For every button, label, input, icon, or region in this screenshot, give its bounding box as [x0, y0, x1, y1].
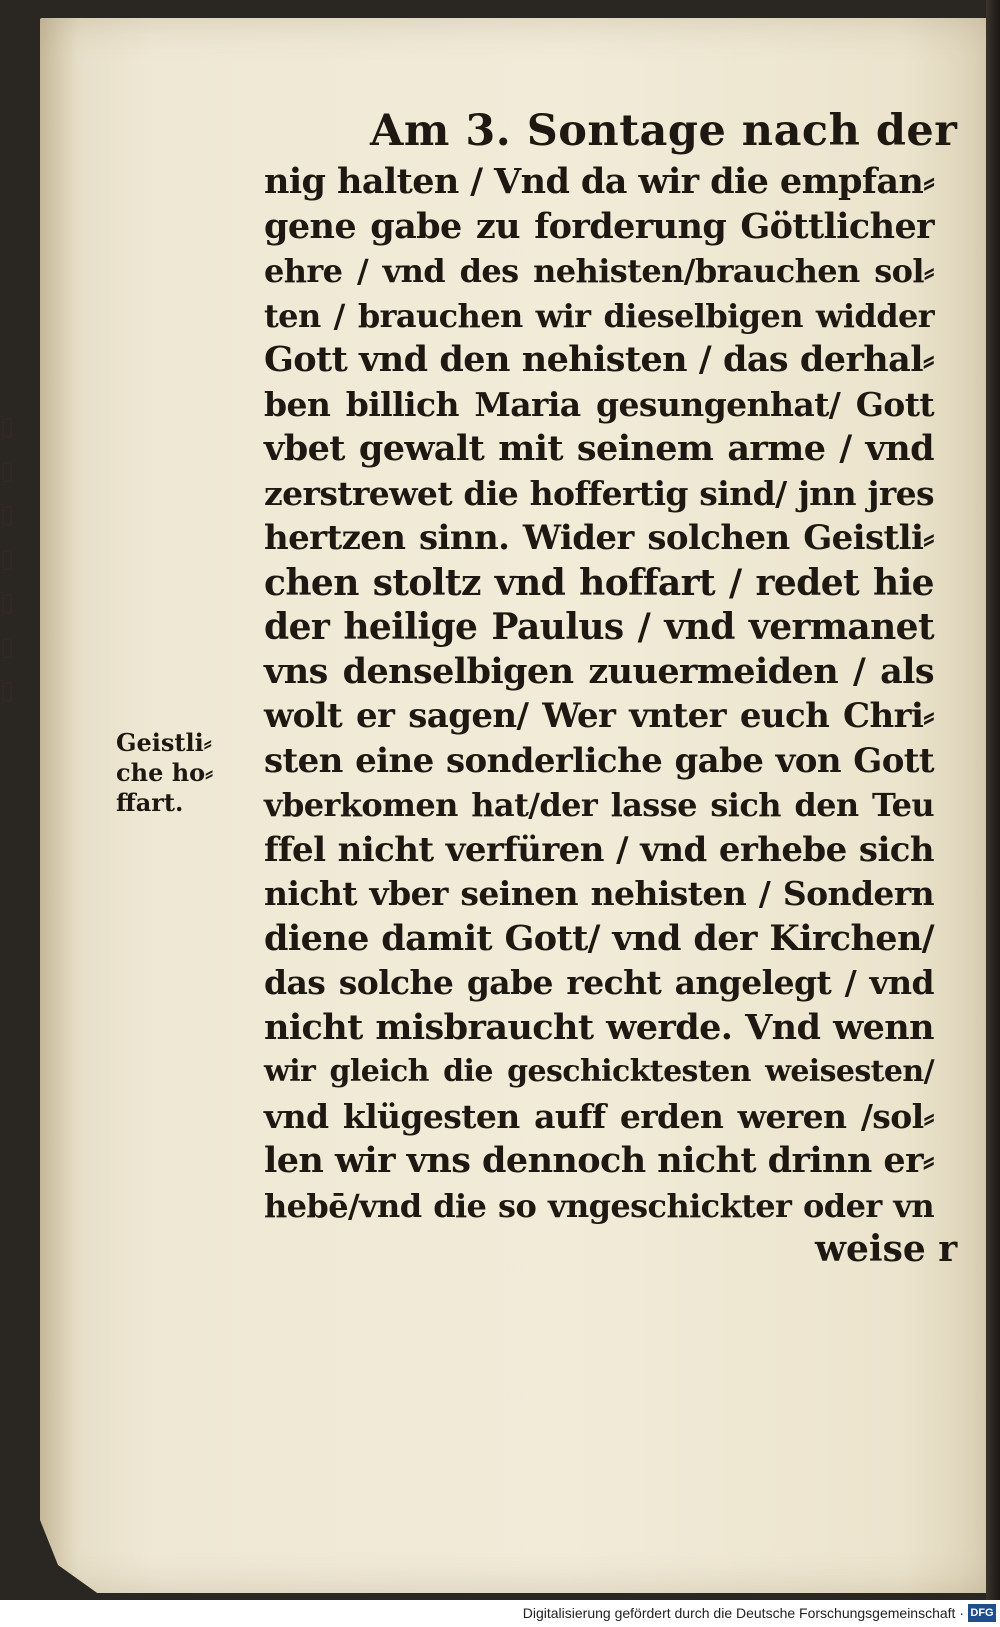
- text-line: chen stoltz vnd hoffart / redet hie: [264, 561, 934, 604]
- funding-credit: Digitalisierung gefördert durch die Deutsche Forschungsgemeinschaft ·: [522, 1605, 964, 1621]
- text-line: das solche gabe recht angelegt / vnd: [264, 963, 934, 1002]
- text-line: vnd klügesten auff erden weren /sol⸗: [264, 1096, 934, 1136]
- dfg-logo-icon: DFG: [968, 1604, 996, 1622]
- text-line: sten eine sonderliche gabe von Gott: [264, 740, 934, 781]
- text-line: gene gabe zu forderung Göttlicher: [264, 205, 934, 247]
- text-line: nig halten / Vnd da wir die empfan⸗: [264, 161, 935, 202]
- text-line: der heilige Paulus / vnd vermanet: [264, 606, 934, 648]
- text-line: ben billich Maria gesungenhat/ Gott: [264, 384, 934, 424]
- marginal-note-line: Geistli⸗: [116, 728, 212, 757]
- text-line: wir gleich die geschicktesten weisesten/: [264, 1054, 934, 1089]
- text-line: diene damit Gott/ vnd der Kirchen/: [264, 917, 934, 959]
- text-line: ten / brauchen wir dieselbigen widder: [264, 296, 934, 335]
- text-line: ehre / vnd des nehisten/brauchen sol⸗: [264, 252, 934, 290]
- text-line: nicht misbraucht werde. Vnd wenn: [264, 1006, 934, 1048]
- marginal-note-line: ffart.: [116, 788, 184, 817]
- text-line: len wir vns dennoch nicht drinn er⸗: [264, 1140, 934, 1181]
- body-text: [264, 160, 934, 1228]
- text-line: vberkomen hat/der lasse sich den Teu: [264, 786, 934, 824]
- text-line: vbet gewalt mit seinem arme / vnd: [264, 428, 934, 469]
- text-line: nicht vber seinen nehisten / Sondern: [264, 874, 934, 913]
- text-line: wolt er sagen/ Wer vnter euch Chri⸗: [264, 696, 934, 736]
- running-headline: Am 3. Sontage nach der: [370, 106, 958, 156]
- text-line: hebē/vnd die so vngeschickter oder vn: [264, 1186, 934, 1225]
- funding-footer: [0, 1600, 1000, 1627]
- marginal-note-line: che ho⸗: [116, 758, 214, 787]
- text-line: hertzen sinn. Wider solchen Geistli⸗: [264, 518, 934, 558]
- text-line: vns denselbigen zuuermeiden / als: [264, 650, 934, 692]
- text-line: zerstrewet die hoffertig sind/ jnn jres: [264, 473, 934, 513]
- book-edge: [986, 0, 1000, 1600]
- show-through-text: ▯ ▯ ▯ ▯ ▯ ▯ ▯: [0, 412, 15, 706]
- text-line: Gott vnd den nehisten / das derhal⸗: [264, 339, 934, 380]
- text-line: ffel nicht verfüren / vnd erhebe sich: [264, 829, 934, 870]
- catchword: weise r: [815, 1228, 958, 1270]
- marginal-note: [116, 728, 213, 818]
